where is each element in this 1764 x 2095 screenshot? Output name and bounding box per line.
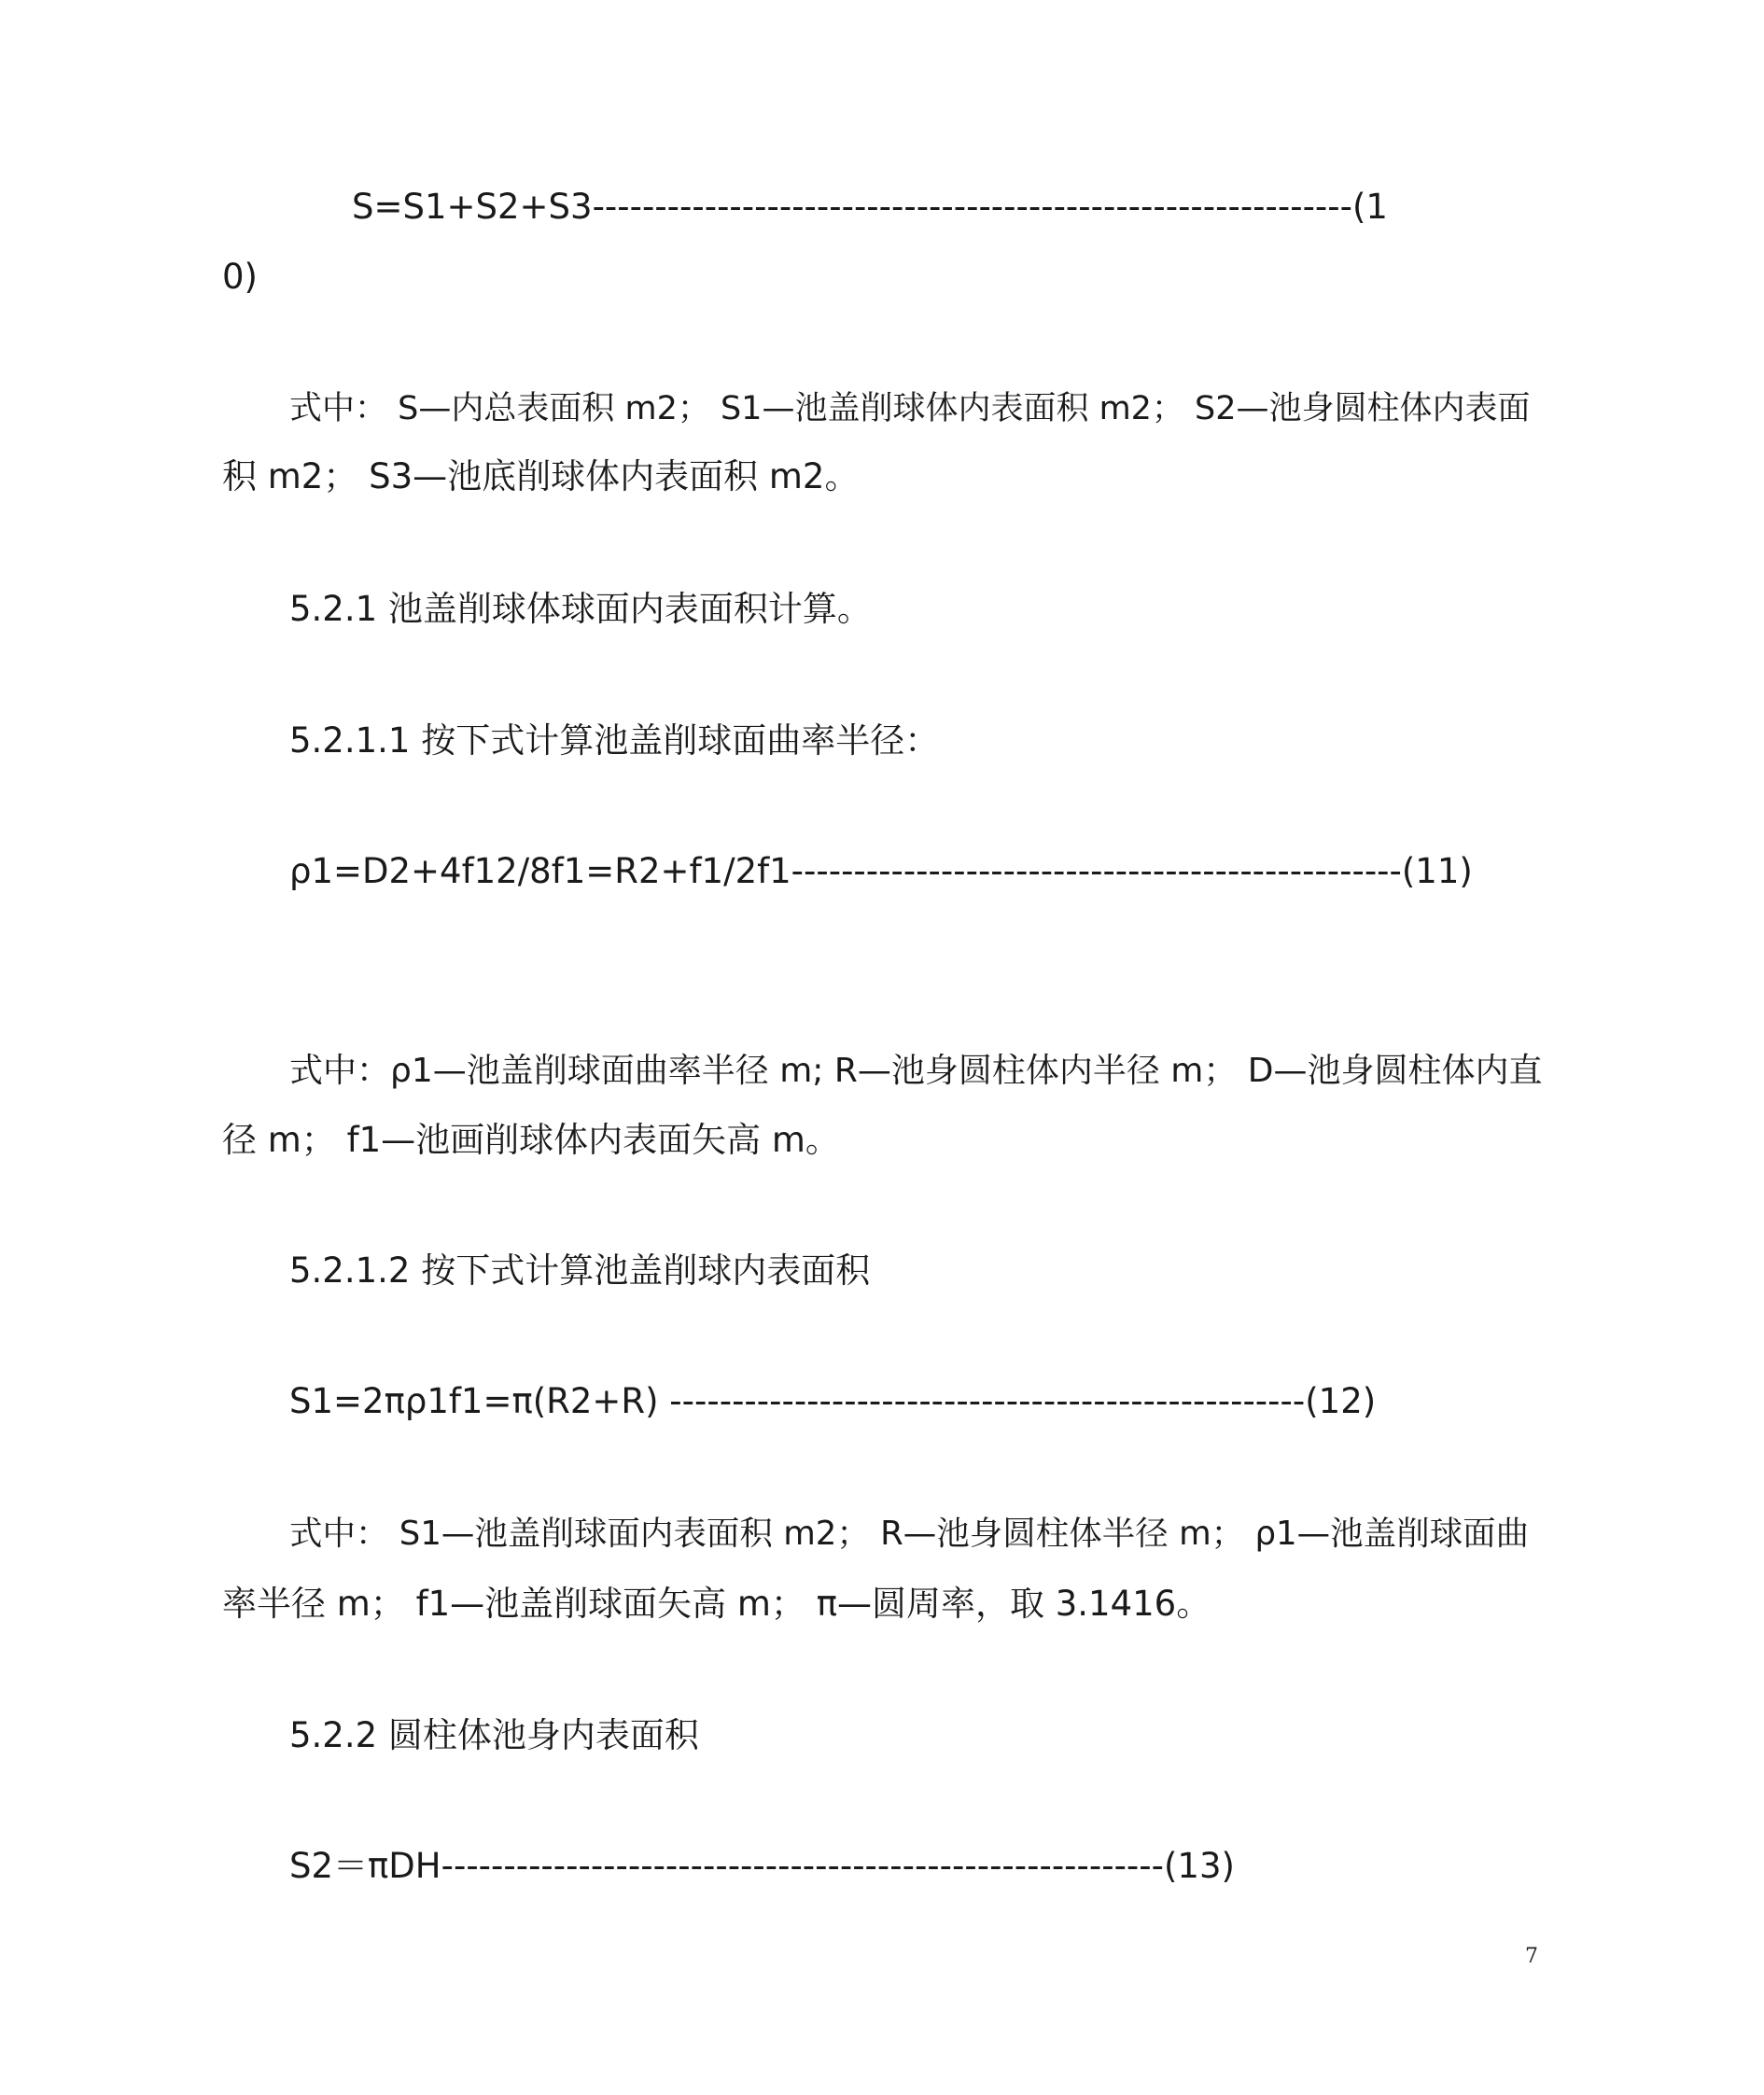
formula-13: S2＝πDH----------------------------------------------------------(13) (289, 1846, 1235, 1886)
section-heading-5-2-1: 5.2.1 池盖削球体球面内表面积计算。 (289, 589, 872, 629)
formula-10-line-2: 0) (222, 257, 258, 297)
formula-12-explanation-line-1: 式中： S1—池盖削球面内表面积 m2； R—池身圆柱体半径 m； ρ1—池盖削球面曲 (289, 1515, 1530, 1553)
formula-11-explanation-line-1: 式中：ρ1—池盖削球面曲率半径 m; R—池身圆柱体内半径 m； D—池身圆柱体内直 (289, 1052, 1543, 1090)
formula-12-explanation-line-2: 率半径 m； f1—池盖削球面矢高 m； π—圆周率，取 3.1416。 (222, 1584, 1211, 1624)
section-heading-5-2-1-1: 5.2.1.1 按下式计算池盖削球面曲率半径： (289, 720, 940, 761)
formula-11: ρ1=D2+4f12/8f1=R2+f1/2f1-------------------------------------------------(11) (289, 851, 1473, 891)
formula-10-explanation-line-2: 积 m2； S3—池底削球体内表面积 m2。 (222, 456, 860, 496)
formula-11-explanation-line-2: 径 m； f1—池画削球体内表面矢高 m。 (222, 1120, 840, 1160)
formula-12: S1=2πρ1f1=π(R2+R) ---------------------------------------------------(12) (289, 1381, 1377, 1421)
formula-10-line-1: S=S1+S2+S3-------------------------------------------------------------(1 (352, 187, 1388, 227)
section-heading-5-2-1-2: 5.2.1.2 按下式计算池盖削球内表面积 (289, 1250, 871, 1291)
formula-10-explanation-line-1: 式中： S—内总表面积 m2； S1—池盖削球体内表面积 m2； S2—池身圆柱体内表面 (289, 390, 1531, 427)
section-heading-5-2-2: 5.2.2 圆柱体池身内表面积 (289, 1715, 699, 1755)
page-number: 7 (1525, 1945, 1538, 1968)
